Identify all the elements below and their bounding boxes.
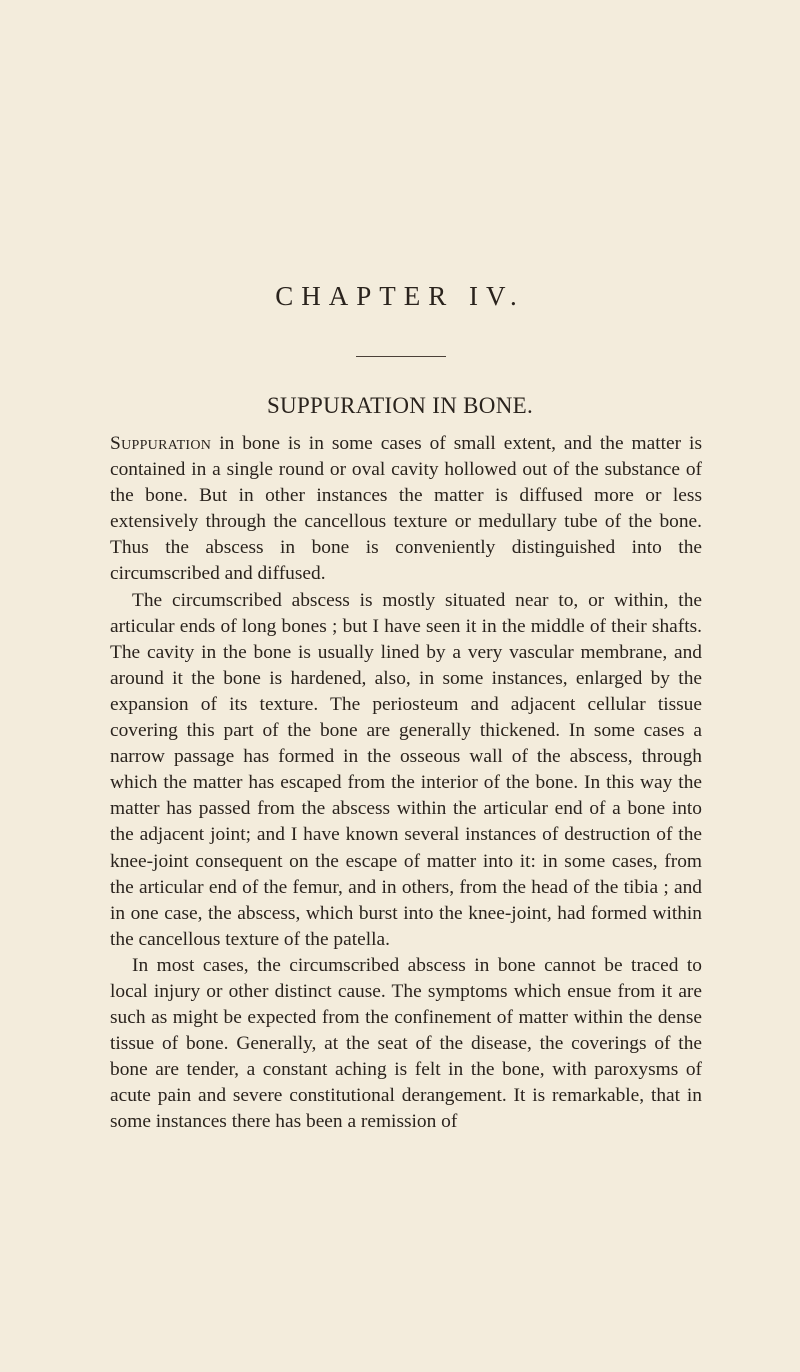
section-title: SUPPURATION IN BONE. [266, 393, 534, 418]
body-text [110, 431, 702, 1136]
paragraph [110, 431, 702, 588]
paragraph: The circumscribed abscess is mostly situated near to, or within, the articular ends of long bones ; but I have seen it in the middle of their shafts. The cavity in the bone is usually lined by a very vascular membrane, and around it the bone is hardened, also, in some instances, enlarged by the expansion of its texture. The periosteum and adjacent cellular tissue covering this part of the bone are generally thickened. In some cases a narrow passage has formed in the osseous wall of the abscess, through which the matter has escaped from the interior of the bone. In this way the matter has passed from the abscess within the articular end of a bone into the adjacent joint; and I have known several instances of destruction of the knee-joint consequent on the escape of matter into it: in some cases, from the articular end of the femur, and in others, from the head of the tibia ; and in one case, the abscess, which burst into the knee-joint, had formed within the cancellous texture of the patella. [110, 589, 702, 950]
paragraph-text: in bone is in some cases of small extent, and the matter is contained in a single round or oval cavity hollowed out of the substance of the bone. But in other instances the matter is diffused more or less extensively through the cancellous texture or medullary tube of the bone. Thus the abscess in bone is conveniently distinguished into the circumscribed and diffused. [110, 433, 702, 585]
heading-divider [356, 356, 446, 357]
paragraph: In most cases, the circumscribed abscess in bone cannot be traced to local injury or other distinct cause. The symptoms which ensue from it are such as might be expected from the confinement of matter within the dense tissue of bone. Generally, at the seat of the disease, the coverings of the bone are tender, a constant aching is felt in the bone, with paroxysms of acute pain and severe constitutional derangement. It is remarkable, that in some instances there has been a remission of [110, 954, 702, 1133]
chapter-heading: CHAPTER IV. [275, 281, 525, 311]
paragraph-lead-word: Suppuration [110, 433, 212, 454]
